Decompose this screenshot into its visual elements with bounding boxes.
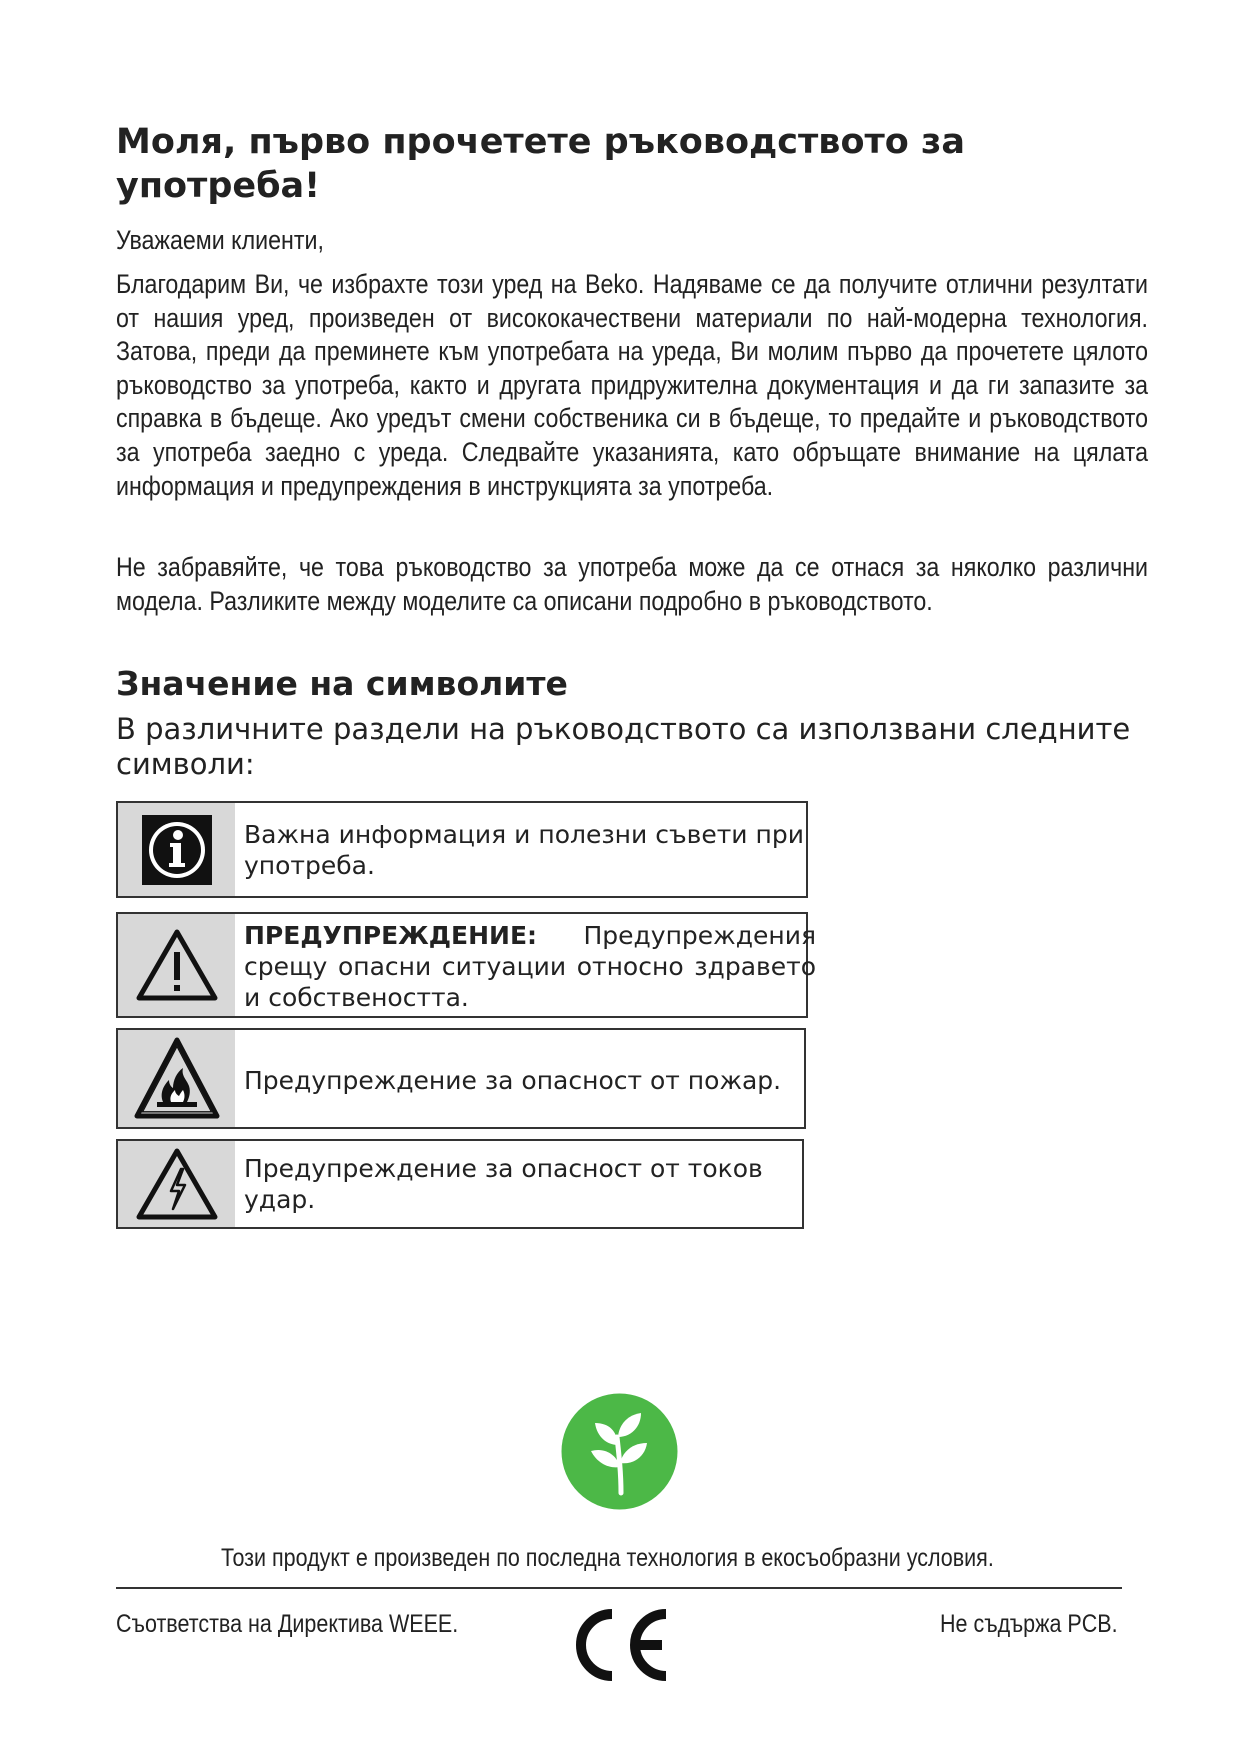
symbol-row-warning [116, 912, 816, 1018]
eco-statement: Този продукт е произведен по последна технология в екосъобразни условия. [221, 1544, 994, 1572]
electric-shock-warning-icon [135, 1147, 219, 1221]
pcb-statement: Не съдържа PCB. [940, 1610, 1118, 1638]
symbol-row-info [116, 801, 808, 898]
warning-text: Предупреждения срещу опасни ситуации относно здравето и собствеността. [244, 921, 816, 1012]
icon-cell [118, 1141, 235, 1227]
symbols-section-title: Значение на символите [116, 664, 568, 703]
symbol-row-electric [116, 1139, 804, 1229]
greeting: Уважаеми клиенти, [116, 225, 324, 255]
icon-cell [118, 914, 235, 1016]
symbol-description: Предупреждение за опасност от пожар. [244, 1066, 782, 1095]
warning-icon [135, 928, 219, 1002]
symbol-description: Важна информация и полезни съвети при употреба. [244, 820, 804, 880]
fire-warning-icon [133, 1036, 221, 1122]
warning-label: ПРЕДУПРЕЖДЕНИЕ: [244, 921, 538, 950]
symbol-row-fire [116, 1028, 806, 1129]
info-icon [142, 815, 212, 885]
models-note-paragraph: Не забравяйте, че това ръководство за употреба може да се отнася за няколко различни модела. Разликите между моделите са описани подробно в ръководството. [116, 552, 1148, 616]
icon-cell [118, 1030, 235, 1127]
weee-compliance: Съответства на Директива WEEE. [116, 1610, 459, 1638]
symbol-description: Предупреждение за опасност от токов удар. [244, 1154, 763, 1214]
page-title: Моля, първо прочетете ръководството за употреба! [116, 122, 965, 206]
icon-cell [118, 803, 235, 896]
symbol-description [244, 920, 816, 1013]
symbols-intro: В различните раздели на ръководството са използвани следните символи: [116, 712, 1131, 781]
footer-divider [116, 1587, 1122, 1589]
intro-paragraph: Благодарим Ви, че избрахте този уред на Beko. Надяваме се да получите отлични резултати от нашия уред, произведен от висококачествени материали по най-модерна технология. Затова, преди да преминете към употребата на уреда, Ви молим първо да прочетете цялото ръководство за употреба, както и другата придружителна документация и да ги запазите за справка в бъдеще. Ако уредът смени собственика си в бъдеще, то предайте и ръководството за употреба заедно с уреда. Следвайте указанията, като обръщате внимание на цялата информация и предупреждения в инструкцията за употреба. [116, 269, 1148, 501]
ce-mark-icon [568, 1606, 674, 1684]
eco-leaf-icon [561, 1393, 678, 1510]
